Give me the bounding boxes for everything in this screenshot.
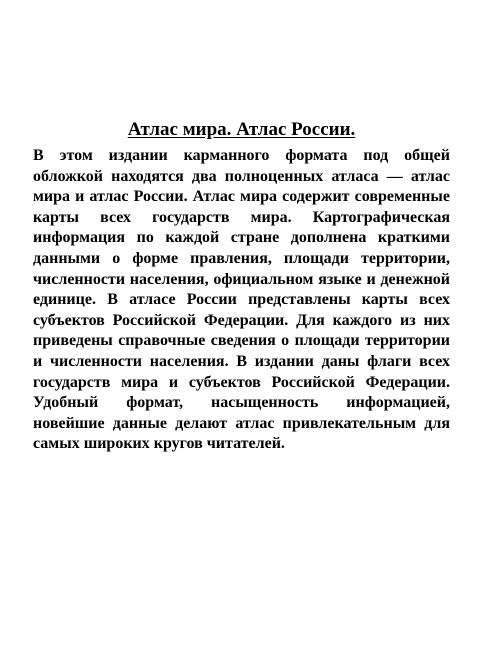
document-title: Атлас мира. Атлас России. (127, 119, 356, 140)
document-body: В этом издании карманного формата под общей обложкой находятся два полноценных атласа — атлас мира и атлас России. Атлас мира содержит современные карты всех государств мира. Картографическая информация по каждой стране дополнена краткими данными о форме правления, площади территории, численности населения, официальном языке и денежной единице. В атласе России представлены карты всех субъектов Российской Федерации. Для каждого из них приведены справочные сведения о площади территории и численности населения. В издании даны флаги всех государств мира и субъектов Российской Федерации. Удобный формат, насыщенность информацией, новейшие данные делают атлас привлекательным для самых широких кругов читателей. (33, 147, 450, 453)
document-page (33, 118, 450, 455)
